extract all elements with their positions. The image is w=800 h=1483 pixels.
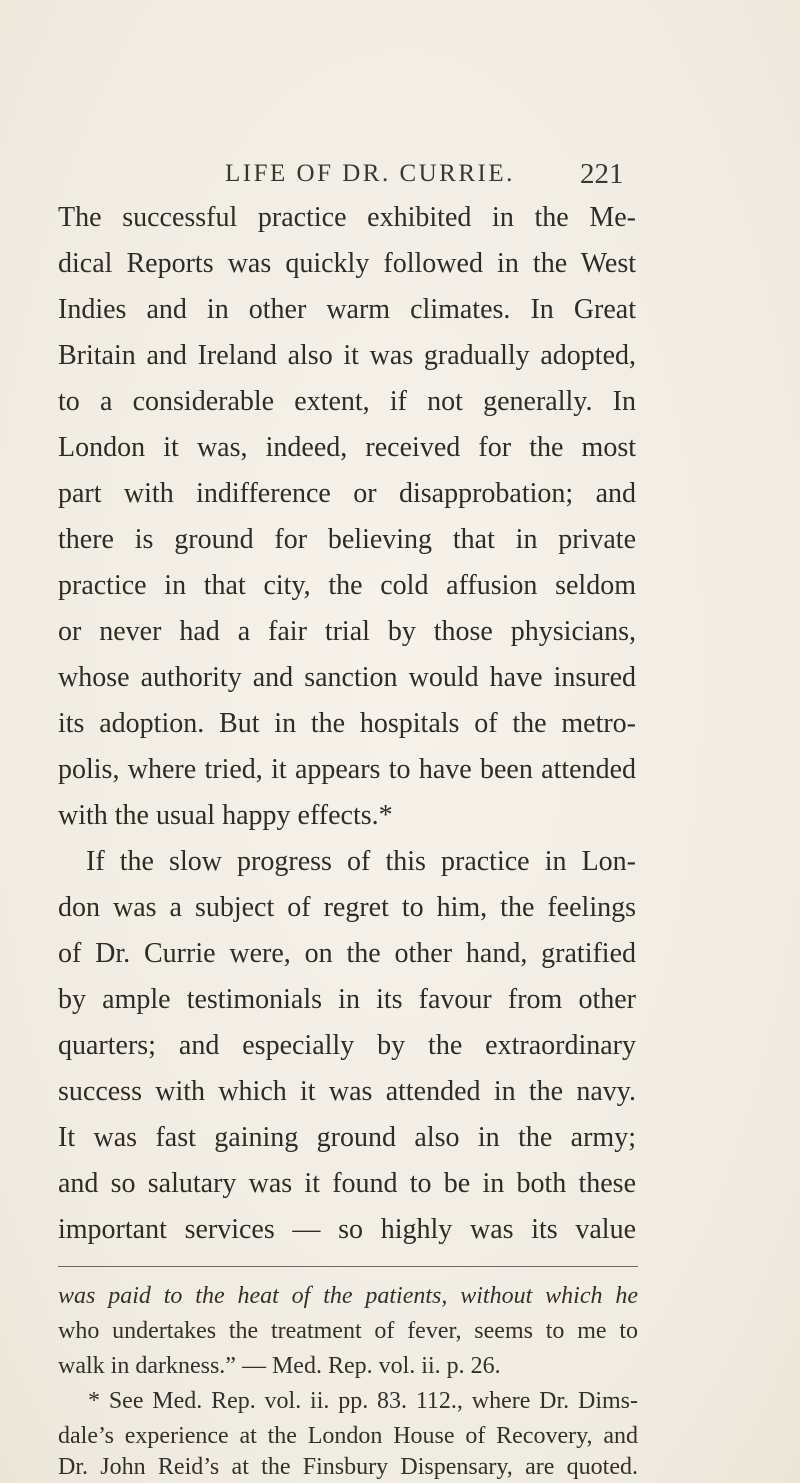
page-header — [0, 160, 800, 200]
footnote-line: who undertakes the treatment of fever, seems to me to — [58, 1318, 638, 1344]
body-line: Britain and Ireland also it was gradually adopted, — [58, 340, 636, 371]
body-line: and so salutary was it found to be in both these — [58, 1168, 636, 1199]
body-line: whose authority and sanction would have insured — [58, 662, 636, 693]
body-line: don was a subject of regret to him, the feelings — [58, 892, 636, 923]
body-line: or never had a fair trial by those physicians, — [58, 616, 636, 647]
body-line: by ample testimonials in its favour from other — [58, 984, 636, 1015]
body-line: important services — so highly was its value — [58, 1214, 636, 1245]
body-line: polis, where tried, it appears to have been attended — [58, 754, 636, 785]
running-head: LIFE OF DR. CURRIE. — [225, 160, 515, 187]
footnote-line: walk in darkness.” — Med. Rep. vol. ii. p. 26. — [58, 1353, 501, 1379]
body-line: practice in that city, the cold affusion seldom — [58, 570, 636, 601]
body-line: If the slow progress of this practice in Lon- — [86, 846, 636, 877]
body-line: success with which it was attended in the navy. — [58, 1076, 636, 1107]
body-line: dical Reports was quickly followed in the West — [58, 248, 636, 279]
page-number: 221 — [580, 158, 624, 190]
footnote-line: Dr. John Reid’s at the Finsbury Dispensary, are quoted. — [58, 1454, 638, 1480]
body-line: of Dr. Currie were, on the other hand, gratified — [58, 938, 636, 969]
body-line: there is ground for believing that in private — [58, 524, 636, 555]
body-line: quarters; and especially by the extraordinary — [58, 1030, 636, 1061]
body-line: to a considerable extent, if not generally. In — [58, 386, 636, 417]
footnote-line: was paid to the heat of the patients, without which he — [58, 1283, 638, 1309]
footnote-line: * See Med. Rep. vol. ii. pp. 83. 112., where Dr. Dims- — [88, 1388, 638, 1414]
body-line: London it was, indeed, received for the most — [58, 432, 636, 463]
body-line: Indies and in other warm climates. In Great — [58, 294, 636, 325]
body-line: its adoption. But in the hospitals of the metro- — [58, 708, 636, 739]
body-line: part with indifference or disapprobation; and — [58, 478, 636, 509]
body-line: with the usual happy effects.* — [58, 800, 393, 831]
footnote-rule — [58, 1266, 638, 1267]
body-line: The successful practice exhibited in the Me- — [58, 202, 636, 233]
footnote-line: dale’s experience at the London House of Recovery, and — [58, 1423, 638, 1449]
body-line: It was fast gaining ground also in the army; — [58, 1122, 636, 1153]
